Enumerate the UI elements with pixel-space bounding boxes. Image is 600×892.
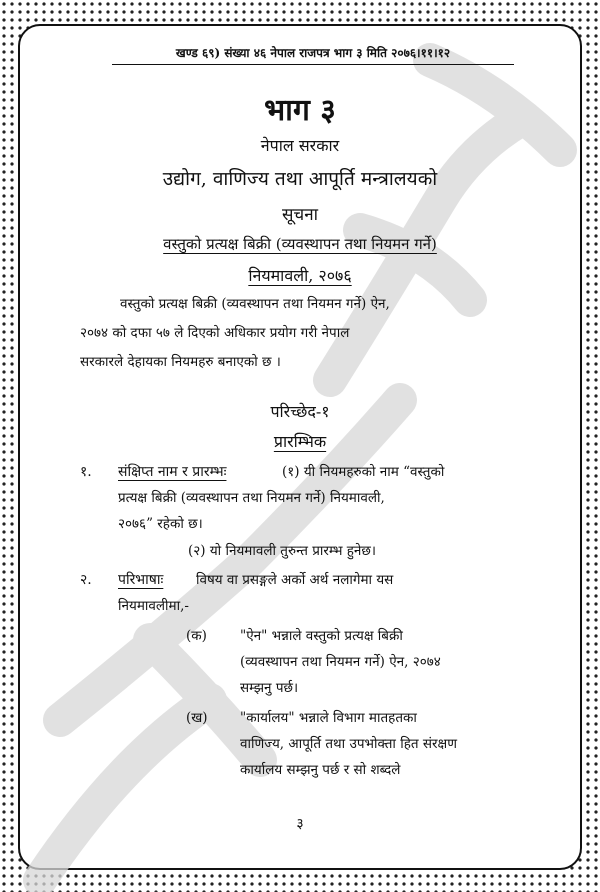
ministry-name: उद्योग, वाणिज्य तथा आपूर्ति मन्त्रालयको — [162, 168, 438, 190]
preamble-line: वस्तुको प्रत्यक्ष बिक्री (व्यवस्थापन तथा नियमन गर्ने) ऐन, — [120, 296, 390, 312]
government-name: नेपाल सरकार — [260, 136, 340, 155]
chapter-title: प्रारम्भिक — [273, 432, 327, 451]
clause-kha-label: (ख) — [186, 710, 208, 726]
rule-1-text: (१) यी नियमहरुको नाम “वस्तुको — [282, 464, 445, 480]
clause-kha-text: कार्यालय सम्झनु पर्छ र सो शब्दले — [240, 762, 401, 778]
clause-ka-text: (व्यवस्थापन तथा नियमन गर्ने) ऐन, २०७४ — [240, 654, 441, 670]
clause-ka-text: "ऐन" भन्नाले वस्तुको प्रत्यक्ष बिक्री — [240, 628, 403, 644]
rule-2-text: विषय वा प्रसङ्गले अर्को अर्थ नलागेमा यस — [196, 572, 394, 588]
rule-1-number: १. — [80, 464, 92, 480]
rule-1-text: २०७६” रहेको छ। — [118, 516, 203, 532]
rule-2-number: २. — [80, 572, 92, 588]
rule-2-heading: परिभाषाः — [118, 572, 164, 588]
rule-1-text: प्रत्यक्ष बिक्री (व्यवस्थापन तथा नियमन गर्ने) नियमावली, — [118, 490, 385, 506]
rule-1-heading: संक्षिप्त नाम र प्रारम्भः — [118, 464, 227, 480]
clause-ka-label: (क) — [186, 628, 207, 644]
preamble-line: सरकारले देहायका नियमहरु बनाएको छ । — [80, 354, 281, 370]
part-heading: भाग ३ — [264, 93, 336, 128]
rule-1-subrule-2: (२) यो नियमावली तुरुन्त प्रारम्भ हुनेछ। — [188, 543, 376, 559]
page-number: ३ — [296, 816, 304, 832]
preamble-line: २०७४ को दफा ५७ ले दिएको अधिकार प्रयोग गरी नेपाल — [80, 325, 350, 341]
running-head: खण्ड ६९) संख्या ४६ नेपाल राजपत्र भाग ३ मिति २०७६।११।१२ — [175, 46, 451, 60]
clause-ka-text: सम्झनु पर्छ। — [240, 680, 299, 696]
chapter-number: परिच्छेद-१ — [270, 402, 330, 421]
rule-2-text: नियमावलीमा,- — [118, 598, 189, 614]
rules-title: वस्तुको प्रत्यक्ष बिक्री (व्यवस्थापन तथा नियमन गर्ने) — [163, 235, 437, 253]
notice-heading: सूचना — [281, 205, 319, 225]
clause-kha-text: "कार्यालय" भन्नाले विभाग मातहतका — [240, 710, 417, 726]
clause-kha-text: वाणिज्य, आपूर्ति तथा उपभोक्ता हित संरक्षण — [240, 736, 457, 752]
header-rule — [112, 64, 514, 65]
rules-year: नियमावली, २०७६ — [248, 266, 352, 285]
